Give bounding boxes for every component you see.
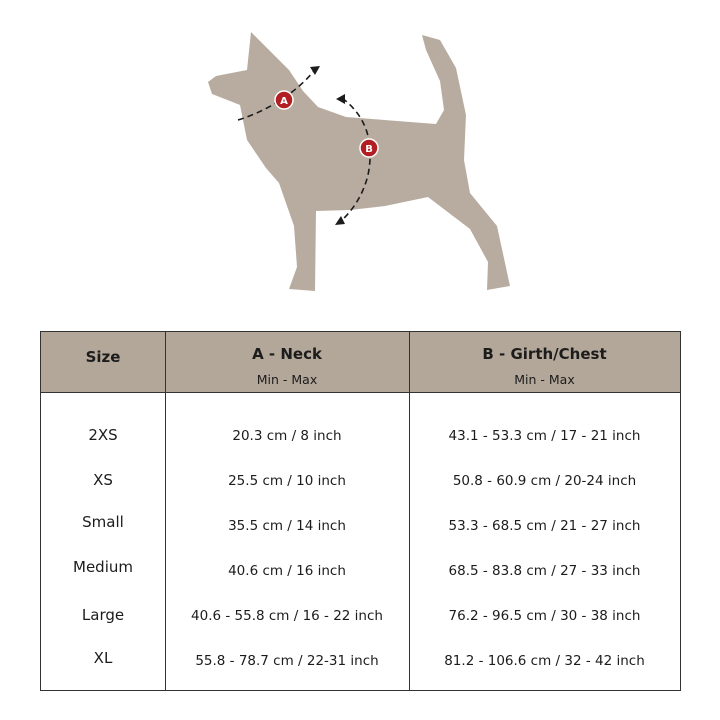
girth-column-subheader: Min - Max [514, 372, 575, 387]
neck-cell: 20.3 cm / 8 inch [232, 428, 342, 444]
girth-column-header: B - Girth/Chest [482, 345, 607, 363]
size-cell: Large [81, 606, 125, 624]
column-divider-1 [165, 332, 166, 690]
girth-cell: 68.5 - 83.8 cm / 27 - 33 inch [448, 563, 641, 579]
girth-cell: 53.3 - 68.5 cm / 21 - 27 inch [448, 518, 641, 534]
marker-b-label: B [365, 144, 373, 155]
neck-arrowhead [310, 66, 320, 75]
neck-cell: 55.8 - 78.7 cm / 22-31 inch [195, 653, 379, 669]
size-cell: Medium [73, 558, 133, 576]
girth-cell: 50.8 - 60.9 cm / 20-24 inch [452, 473, 637, 489]
marker-a [275, 91, 293, 109]
size-cell: Small [82, 513, 124, 531]
girth-arrowhead-top [336, 94, 345, 104]
neck-column-subheader: Min - Max [256, 372, 318, 387]
column-divider-2 [409, 332, 410, 690]
size-cell: 2XS [88, 426, 118, 444]
neck-cell: 25.5 cm / 10 inch [228, 473, 346, 489]
size-column-header: Size [85, 348, 121, 366]
neck-cell: 40.6 cm / 16 inch [228, 563, 346, 579]
marker-a-label: A [280, 96, 288, 107]
girth-cell: 76.2 - 96.5 cm / 30 - 38 inch [448, 608, 641, 624]
neck-column-header: A - Neck [252, 345, 322, 363]
girth-cell: 81.2 - 106.6 cm / 32 - 42 inch [444, 653, 645, 669]
girth-cell: 43.1 - 53.3 cm / 17 - 21 inch [448, 428, 641, 444]
size-cell: XS [93, 471, 113, 489]
girth-arrowhead-bottom [335, 216, 345, 225]
table-header-row [41, 332, 680, 393]
size-cell: XL [93, 649, 113, 667]
neck-cell: 40.6 - 55.8 cm / 16 - 22 inch [191, 608, 383, 624]
size-chart-table [40, 331, 681, 691]
dog-illustration [0, 0, 720, 320]
neck-cell: 35.5 cm / 14 inch [228, 518, 346, 534]
dog-silhouette [208, 32, 510, 291]
marker-b [360, 139, 378, 157]
